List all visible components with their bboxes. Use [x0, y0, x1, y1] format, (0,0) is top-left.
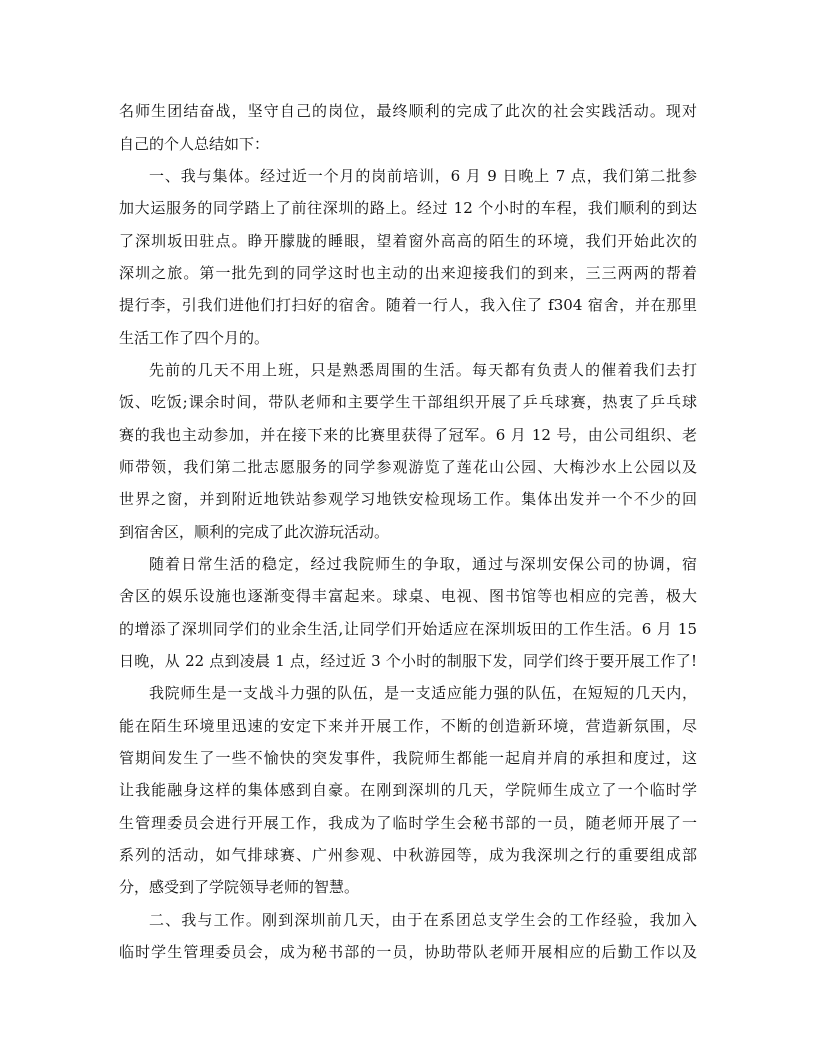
- text-line: 世界之窗，并到附近地铁站参观学习地铁安检现场工作。集体出发并一个不少的回: [119, 490, 697, 508]
- text-line: 饭、吃饭;课余时间，带队老师和主要学生干部组织开展了乒乓球赛，热衷了乒乓球: [119, 393, 697, 411]
- paragraph-first-line: 我院师生是一支战斗力强的队伍，是一支适应能力强的队伍，在短短的几天内，: [149, 684, 697, 702]
- text-line: 系列的活动，如气排球赛、广州参观、中秋游园等，成为我深圳之行的重要组成部: [119, 846, 697, 864]
- text-line: 加大运服务的同学踏上了前往深圳的路上。经过 12 个小时的车程，我们顺利的到达: [119, 199, 697, 217]
- paragraph-first-line: 二、我与工作。刚到深圳前几天，由于在系团总支学生会的工作经验，我加入: [149, 911, 697, 929]
- paragraph-first-line: 随着日常生活的稳定，经过我院师生的争取，通过与深圳安保公司的协调，宿: [149, 555, 697, 573]
- text-line: 自己的个人总结如下：: [119, 135, 270, 153]
- text-line: 的增添了深圳同学们的业余生活,让同学们开始适应在深圳坂田的工作生活。6 月 15: [119, 620, 697, 638]
- text-line: 到宿舍区，顺利的完成了此次游玩活动。: [119, 523, 390, 541]
- text-line: 生活工作了四个月的。: [119, 329, 270, 347]
- text-line: 分，感受到了学院领导老师的智慧。: [119, 878, 360, 896]
- text-line: 临时学生管理委员会，成为秘书部的一员，协助带队老师开展相应的后勤工作以及: [119, 943, 697, 961]
- text-line: 名师生团结奋战，坚守自己的岗位，最终顺利的完成了此次的社会实践活动。现对: [119, 102, 697, 120]
- text-line: 了深圳坂田驻点。睁开朦胧的睡眼，望着窗外高高的陌生的环境，我们开始此次的: [119, 232, 697, 250]
- text-line: 舍区的娱乐设施也逐渐变得丰富起来。球桌、电视、图书馆等也相应的完善，极大: [119, 587, 697, 605]
- text-line: 日晚，从 22 点到凌晨 1 点，经过近 3 个小时的制服下发，同学们终于要开展工作了!: [119, 652, 697, 670]
- paragraph-first-line: 一、我与集体。经过近一个月的岗前培训，6 月 9 日晚上 7 点，我们第二批参: [149, 167, 697, 185]
- text-line: 深圳之旅。第一批先到的同学这时也主动的出来迎接我们的到来，三三两两的帮着: [119, 264, 697, 282]
- paragraph-first-line: 先前的几天不用上班，只是熟悉周围的生活。每天都有负责人的催着我们去打: [149, 361, 697, 379]
- text-line: 生管理委员会进行开展工作，我成为了临时学生会秘书部的一员，随老师开展了一: [119, 814, 697, 832]
- text-line: 赛的我也主动参加，并在接下来的比赛里获得了冠军。6 月 12 号，由公司组织、老: [119, 426, 697, 444]
- text-line: 提行李，引我们进他们打扫好的宿舍。随着一行人，我入住了 f304 宿舍，并在那里: [119, 296, 697, 314]
- text-line: 让我能融身这样的集体感到自豪。在刚到深圳的几天，学院师生成立了一个临时学: [119, 781, 697, 799]
- text-line: 师带领，我们第二批志愿服务的同学参观游览了莲花山公园、大梅沙水上公园以及: [119, 458, 697, 476]
- text-line: 能在陌生环境里迅速的安定下来并开展工作，不断的创造新环境，营造新氛围，尽: [119, 717, 697, 735]
- text-line: 管期间发生了一些不愉快的突发事件，我院师生都能一起肩并肩的承担和度过，这: [119, 749, 697, 767]
